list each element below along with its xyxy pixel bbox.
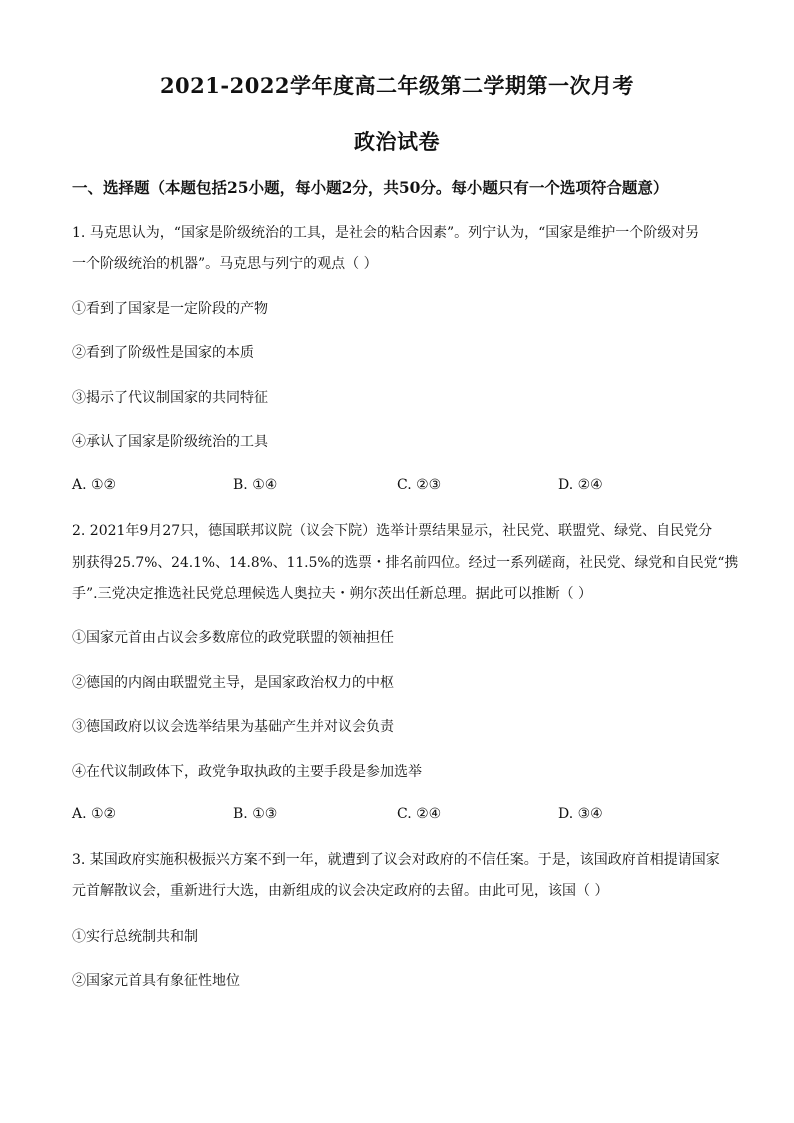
statement-4: ④承认了国家是阶级统治的工具 bbox=[72, 434, 268, 450]
option-c: C. ②④ bbox=[397, 806, 442, 822]
exam-title: 2021-2022学年度高二年级第二学期第一次月考 bbox=[159, 73, 635, 98]
statement-2: ②国家元首具有象征性地位 bbox=[72, 973, 240, 989]
section-heading: 一、选择题（本题包括25小题，每小题2分，共50分。每小题只有一个选项符合题意） bbox=[72, 178, 669, 197]
question-stem-line: 手”.三党决定推选社民党总理候选人奥拉夫・朔尔茨出任新总理。据此可以推断（ ） bbox=[72, 586, 593, 602]
option-c: C. ②③ bbox=[397, 477, 442, 493]
option-a: A. ①② bbox=[72, 477, 117, 493]
statement-1: ①看到了国家是一定阶段的产物 bbox=[72, 301, 268, 317]
option-d: D. ③④ bbox=[558, 806, 603, 822]
option-b: B. ①④ bbox=[233, 477, 278, 493]
exam-subtitle: 政治试卷 bbox=[354, 129, 440, 154]
question-stem-line: 别获得25.7%、24.1%、14.8%、11.5%的选票・排名前四位。经过一系列磋商，社民党、绿党和自民党“携 bbox=[72, 555, 739, 571]
option-d: D. ②④ bbox=[558, 477, 603, 493]
statement-3: ③德国政府以议会选举结果为基础产生并对议会负责 bbox=[72, 719, 394, 735]
question-stem-line: 3. 某国政府实施积极振兴方案不到一年，就遭到了议会对政府的不信任案。于是，该国政府首相提请国家 bbox=[72, 852, 720, 868]
statement-2: ②德国的内阁由联盟党主导，是国家政治权力的中枢 bbox=[72, 675, 394, 691]
statement-2: ②看到了阶级性是国家的本质 bbox=[72, 345, 254, 361]
statement-3: ③揭示了代议制国家的共同特征 bbox=[72, 390, 268, 406]
option-b: B. ①③ bbox=[233, 806, 278, 822]
question-stem-line: 元首解散议会，重新进行大选，由新组成的议会决定政府的去留。由此可见，该国（ ） bbox=[72, 883, 609, 899]
question-stem-line: 2. 2021年9月27只，德国联邦议院（议会下院）选举计票结果显示，社民党、联盟党、绿党、自民党分 bbox=[72, 523, 713, 539]
question-stem-line: 1. 马克思认为，“国家是阶级统治的工具，是社会的粘合因素”。列宁认为，“国家是维护一个阶级对另 bbox=[72, 225, 700, 241]
statement-1: ①实行总统制共和制 bbox=[72, 929, 198, 945]
statement-4: ④在代议制政体下，政党争取执政的主要手段是参加选举 bbox=[72, 764, 422, 780]
option-a: A. ①② bbox=[72, 806, 117, 822]
question-stem-line: 一个阶级统治的机器”。马克思与列宁的观点（ ） bbox=[72, 256, 378, 272]
statement-1: ①国家元首由占议会多数席位的政党联盟的领袖担任 bbox=[72, 630, 394, 646]
